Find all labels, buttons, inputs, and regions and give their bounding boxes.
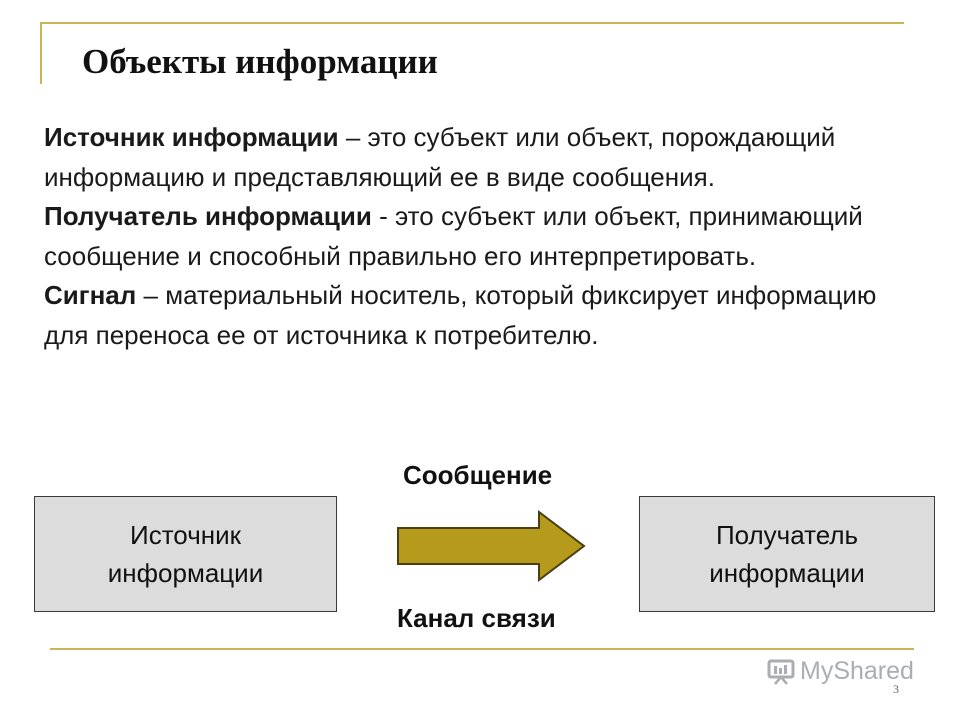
source-box-label: Источник информации — [107, 520, 264, 588]
slide-title: Объекты информации — [82, 42, 438, 81]
definition-signal — [44, 276, 924, 355]
definition-separator: – — [136, 280, 166, 310]
channel-label: Канал связи — [397, 603, 556, 633]
arrow-icon — [396, 510, 586, 582]
definition-term: Сигнал — [44, 280, 137, 310]
definition-term: Источник информации — [44, 122, 339, 152]
presentation-icon — [766, 656, 796, 686]
definition-term: Получатель информации — [44, 201, 372, 231]
receiver-box — [639, 496, 935, 612]
left-divider — [40, 22, 42, 84]
source-box — [34, 496, 337, 612]
top-divider — [40, 22, 904, 24]
definition-text: материальный носитель, который фиксирует информацию для переноса ее от источника к потребителю. — [44, 280, 877, 350]
bottom-divider — [50, 648, 914, 650]
definition-text: это субъект или объект, принимающий сообщение и способный правильно его интерпретировать. — [44, 201, 863, 271]
watermark-text: MyShared — [800, 656, 914, 685]
definition-receiver — [44, 197, 924, 276]
definition-source — [44, 118, 924, 197]
message-label: Сообщение — [403, 460, 553, 490]
watermark-logo — [766, 656, 914, 686]
definition-text: это субъект или объект, порождающий информацию и представляющий ее в виде сообщения. — [44, 122, 836, 192]
arrow-shape — [398, 512, 584, 580]
receiver-box-label: Получатель информации — [709, 520, 865, 588]
definitions-text — [44, 118, 924, 355]
page-number: 3 — [893, 682, 899, 696]
definition-separator: - — [371, 201, 395, 231]
definition-separator: – — [338, 122, 368, 152]
